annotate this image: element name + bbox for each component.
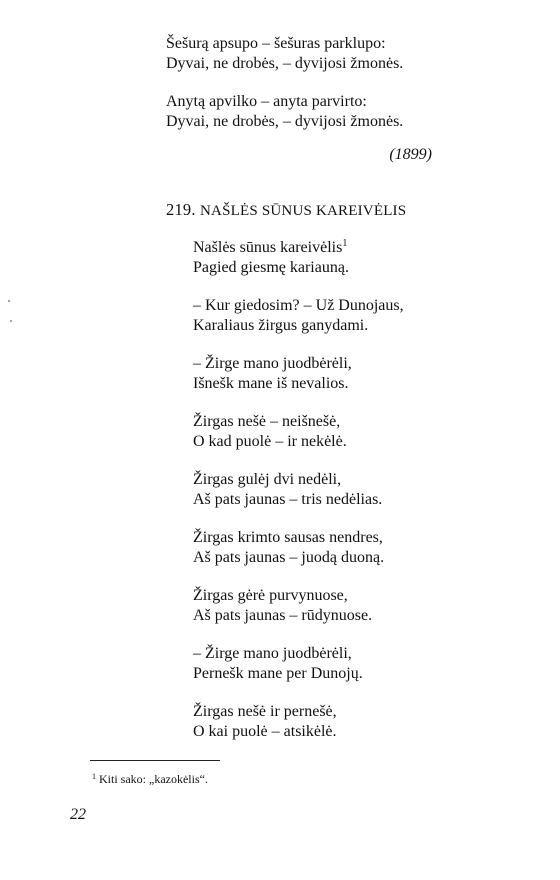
poem-line-10: Aš pats jaunas – tris nedėlias.	[193, 491, 383, 508]
prev-poem-line-1: Šešurą apsupo – šešuras parklupo:	[166, 35, 386, 52]
poem-line-16: Pernešk mane per Dunojų.	[193, 665, 363, 682]
poem-title-text: NAŠLĖS SŪNUS KAREIVĖLIS	[200, 203, 407, 219]
poem-line-2: Pagied giesmę kariauną.	[193, 259, 349, 276]
poem-line-13: Žirgas gėrė purvynuose,	[193, 587, 348, 604]
poem-line-4: Karaliaus žirgus ganydami.	[193, 317, 369, 334]
page-number: 22	[70, 806, 86, 823]
poem-number: 219.	[166, 200, 196, 219]
poem-line-8: O kad puolė – ir nekėlė.	[193, 433, 347, 450]
scan-speck	[10, 320, 12, 322]
poem-line-9: Žirgas gulėj dvi nedėli,	[193, 471, 342, 488]
poem-line-11: Žirgas krimto sausas nendres,	[193, 529, 383, 546]
poem-line-1	[193, 238, 347, 258]
poem-line-3: – Kur giedosim? – Už Dunojaus,	[193, 297, 404, 314]
poem-line-7: Žirgas nešė – neišnešė,	[193, 413, 341, 430]
prev-poem-line-2: Dyvai, ne drobės, – dyvijosi žmonės.	[166, 55, 404, 72]
poem-line-5: – Žirge mano juodbėrėli,	[193, 355, 352, 372]
prev-poem-line-3: Anytą apvilko – anyta parvirto:	[166, 93, 367, 110]
poem-line-14: Aš pats jaunas – rūdynuose.	[193, 607, 373, 624]
scan-speck	[8, 300, 10, 302]
footnote-reference: 1	[342, 238, 348, 249]
footnote	[92, 772, 208, 787]
poem-line-15: – Žirge mano juodbėrėli,	[193, 645, 352, 662]
poem-line-18: O kai puolė – atsikėlė.	[193, 723, 337, 740]
poem-line-17: Žirgas nešė ir pernešė,	[193, 703, 337, 720]
footnote-text: Kiti sako: „kazokėlis“.	[99, 772, 208, 786]
poem-line-1-text: Našlės sūnus kareivėlis	[193, 239, 343, 256]
footnote-divider	[90, 760, 220, 761]
poem-line-12: Aš pats jaunas – juodą duoną.	[193, 549, 385, 566]
prev-poem-line-4: Dyvai, ne drobės, – dyvijosi žmonės.	[166, 113, 404, 130]
poem-date: (1899)	[389, 146, 432, 163]
poem-line-6: Išnešk mane iš nevalios.	[193, 375, 349, 392]
poem-title	[166, 200, 406, 220]
footnote-mark: 1	[92, 772, 96, 781]
